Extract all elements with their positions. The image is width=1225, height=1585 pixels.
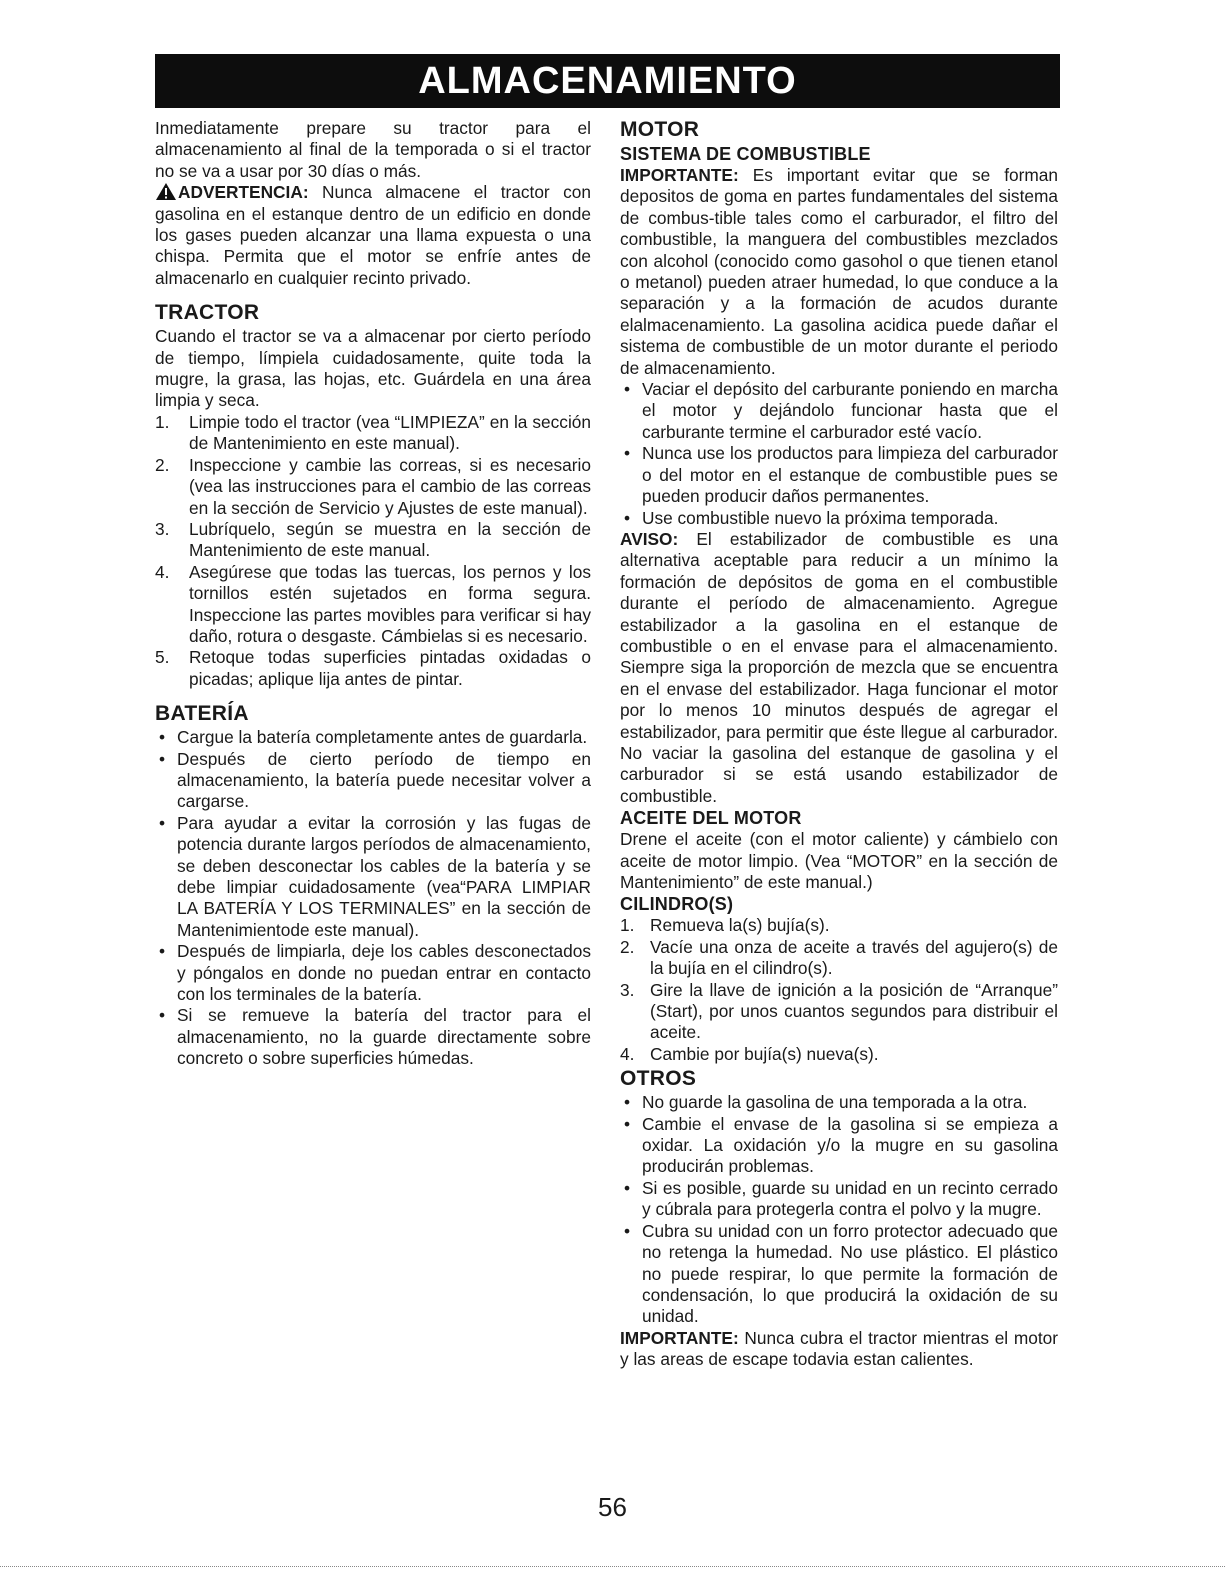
bullet-icon: • bbox=[624, 379, 631, 400]
warning-paragraph bbox=[155, 182, 591, 289]
page-title-banner bbox=[155, 54, 1060, 108]
list-item bbox=[620, 379, 1058, 443]
list-item bbox=[620, 1221, 1058, 1328]
step-text: Inspeccione y cambie las correas, si es necesario (vea las instrucciones para el cambio de las correas en la sección de Servicio y Ajustes de este manual). bbox=[189, 454, 591, 518]
aviso-text: El estabilizador de combustible es una alternativa aceptable para reducir a un mínimo la formación de depósitos de goma en el combustible durante el período de almacenamiento. Agregue estabilizador a la gasolina en el estanque de combustible o en el envase para el almacenamiento. Siempre siga la proporción de mezcla que se encuentra en el envase del estabilizador. Haga funcionar el motor por lo menos 10 minutos después de agregar el estabilizador, para permitir que éste llegue al carburador. No vaciar la gasolina del estanque de gasolina y el carburador si se está usando estabilizador de combustible. bbox=[620, 528, 1058, 806]
step-number: 4. bbox=[155, 561, 170, 582]
bullet-icon: • bbox=[624, 1177, 631, 1198]
list-item bbox=[155, 1005, 591, 1069]
motor-heading: MOTOR bbox=[620, 118, 700, 141]
otros-bullets bbox=[620, 1092, 1058, 1327]
importante-final-text: Nunca cubra el tractor mientras el motor y las areas de escape todavia estan calientes. bbox=[620, 1327, 1058, 1370]
step-number: 5. bbox=[155, 647, 170, 668]
bullet-text: Cubra su unidad con un forro protector adecuado que no retenga la humedad. No use plástico. El plástico no puede respirar, lo que permite la formación de condensación, lo que producirá la oxidación de su unidad. bbox=[642, 1220, 1058, 1327]
bullet-icon: • bbox=[624, 507, 631, 528]
bullet-text: Nunca use los productos para limpieza del carburador o del motor en el estanque de combustible pues se pueden producir daños permanentes. bbox=[642, 443, 1058, 507]
fuel-system-heading: SISTEMA DE COMBUSTIBLE bbox=[620, 144, 871, 164]
step-text: Cambie por bujía(s) nueva(s). bbox=[650, 1043, 879, 1064]
bullet-icon: • bbox=[624, 1092, 631, 1113]
bullet-text: Después de limpiarla, deje los cables desconectados y póngalos en donde no puedan entrar en contacto con los terminales de la batería. bbox=[177, 941, 591, 1005]
bullet-icon: • bbox=[159, 748, 166, 769]
bateria-heading: BATERÍA bbox=[155, 702, 249, 726]
otros-heading: OTROS bbox=[620, 1067, 697, 1091]
list-item bbox=[155, 519, 591, 562]
footer-divider bbox=[0, 1566, 1225, 1567]
bullet-icon: • bbox=[624, 443, 631, 464]
page-number: 56 bbox=[598, 1492, 627, 1522]
list-item bbox=[620, 937, 1058, 980]
list-item bbox=[620, 1178, 1058, 1221]
list-item bbox=[155, 562, 591, 648]
importante-paragraph bbox=[620, 165, 1058, 379]
left-column bbox=[155, 118, 591, 1070]
step-number: 4. bbox=[620, 1043, 635, 1064]
step-text: Asegúrese que todas las tuercas, los pernos y los tornillos estén sujetados en forma segura. Inspeccione las partes movibles para verificar si hay daño, rotura o desgaste. Cámbielas si es necesario. bbox=[189, 561, 591, 646]
aceite-text: Drene el aceite (con el motor caliente) y cámbielo con aceite de motor limpio. (Vea “MOTOR” en la sección de Mantenimiento” de este manual.) bbox=[620, 829, 1058, 892]
warning-label: ADVERTENCIA: bbox=[178, 182, 309, 203]
importante-final-paragraph bbox=[620, 1328, 1058, 1371]
step-text: Retoque todas superficies pintadas oxidadas o picadas; aplique lija antes de pintar. bbox=[189, 647, 591, 689]
list-item bbox=[155, 813, 591, 941]
bullet-icon: • bbox=[624, 1220, 631, 1241]
bullet-text: No guarde la gasolina de una temporada a la otra. bbox=[642, 1092, 1028, 1113]
step-text: Gire la llave de ignición a la posición de “Arranque” (Start), por unos cuantos segundos para distribuir el aceite. bbox=[650, 979, 1058, 1043]
bullet-text: Después de cierto período de tiempo en almacenamiento, la batería puede necesitar volver a cargarse. bbox=[177, 748, 591, 812]
list-item bbox=[155, 412, 591, 455]
step-text: Vacíe una onza de aceite a través del agujero(s) de la bujía en el cilindro(s). bbox=[650, 936, 1058, 979]
list-item bbox=[155, 647, 591, 690]
bullet-text: Cargue la batería completamente antes de guardarla. bbox=[177, 727, 588, 748]
step-number: 3. bbox=[620, 979, 635, 1000]
list-item bbox=[620, 508, 1058, 529]
step-text: Remueva la(s) bujía(s). bbox=[650, 915, 830, 936]
intro-paragraph: Inmediatamente prepare su tractor para el almacenamiento al final de la temporada o si el tractor no se va a usar por 30 días o más. bbox=[155, 118, 591, 181]
tractor-intro: Cuando el tractor se va a almacenar por cierto período de tiempo, límpiela cuidadosamente, quite toda la mugre, la grasa, las hojas, etc. Guárdela en una área limpia y seca. bbox=[155, 326, 591, 411]
tractor-heading: TRACTOR bbox=[155, 301, 260, 325]
page-title: ALMACENAMIENTO bbox=[418, 59, 797, 102]
list-item bbox=[155, 727, 591, 748]
bullet-icon: • bbox=[159, 941, 166, 962]
warning-text: Nunca almacene el tractor con gasolina en el estanque dentro de un edificio en donde los gases pueden alcanzar una llama expuesta o una chispa. Permita que el motor se enfríe antes de almacenarlo en cualquier recinto privado. bbox=[155, 182, 591, 288]
aviso-label: AVISO: bbox=[620, 528, 679, 549]
list-item bbox=[620, 1044, 1058, 1065]
bateria-bullets bbox=[155, 727, 591, 1070]
bullet-text: Vaciar el depósito del carburante poniendo en marcha el motor y dejándolo funcionar hasta que el carburante termine el carburador esté vacío. bbox=[642, 379, 1058, 442]
bullet-icon: • bbox=[159, 1005, 166, 1026]
right-column bbox=[620, 118, 1058, 1371]
bullet-text: Si es posible, guarde su unidad en un recinto cerrado y cúbrala para protegerla contra el polvo y la mugre. bbox=[642, 1177, 1058, 1220]
list-item bbox=[620, 1114, 1058, 1178]
list-item bbox=[155, 749, 591, 813]
importante-final-label: IMPORTANTE: bbox=[620, 1327, 739, 1348]
bullet-text: Use combustible nuevo la próxima temporada. bbox=[642, 507, 999, 528]
list-item bbox=[155, 941, 591, 1005]
motor-bullets bbox=[620, 379, 1058, 529]
warning-triangle-icon bbox=[155, 182, 177, 201]
bullet-icon: • bbox=[624, 1113, 631, 1134]
aceite-heading: ACEITE DEL MOTOR bbox=[620, 808, 802, 829]
step-number: 2. bbox=[155, 454, 170, 475]
step-number: 1. bbox=[155, 411, 170, 432]
tractor-steps bbox=[155, 412, 591, 690]
list-item bbox=[620, 1092, 1058, 1113]
cilindros-heading: CILINDRO(S) bbox=[620, 894, 734, 915]
importante-label: IMPORTANTE: bbox=[620, 165, 739, 185]
step-text: Lubríquelo, según se muestra en la sección de Mantenimiento de este manual. bbox=[189, 518, 591, 561]
bullet-text: Para ayudar a evitar la corrosión y las fugas de potencia durante largos períodos de almacenamiento, se deben desconectar los cables de la batería y se debe limpiar cuidadosamente (vea“PARA LIMPIAR LA BATERÍA Y LOS TERMINALES” en la sección de Mantenimientode este manual). bbox=[177, 812, 591, 940]
step-number: 3. bbox=[155, 518, 170, 539]
list-item bbox=[155, 455, 591, 519]
step-text: Limpie todo el tractor (vea “LIMPIEZA” en la sección de Mantenimiento en este manual). bbox=[189, 411, 591, 454]
importante-text: Es important evitar que se forman depositos de goma en partes fundamentales del sistema de combus-tible tales como el carburador, el filtro del combustible, la manguera del combustibles mezclados con alcohol (conocido como gasohol o que tienen etanol o metanol) pueden atraer humedad, lo que conduce a la separación y a la formación de acudos durante elalmacenamiento. La gasolina acidica puede dañar el sistema de combustible de un motor durante el periodo de almacenamiento. bbox=[620, 165, 1058, 378]
bullet-text: Cambie el envase de la gasolina si se empieza a oxidar. La oxidación y/o la mugre en su gasolina producirán problemas. bbox=[642, 1113, 1058, 1177]
step-number: 1. bbox=[620, 915, 635, 936]
list-item bbox=[620, 443, 1058, 507]
step-number: 2. bbox=[620, 936, 635, 957]
bullet-icon: • bbox=[159, 727, 166, 748]
list-item bbox=[620, 980, 1058, 1044]
aviso-paragraph bbox=[620, 529, 1058, 807]
list-item bbox=[620, 915, 1058, 936]
cilindros-steps bbox=[620, 915, 1058, 1065]
bullet-text: Si se remueve la batería del tractor para el almacenamiento, no la guarde directamente sobre concreto o sobre superficies húmedas. bbox=[177, 1005, 591, 1069]
bullet-icon: • bbox=[159, 812, 166, 833]
